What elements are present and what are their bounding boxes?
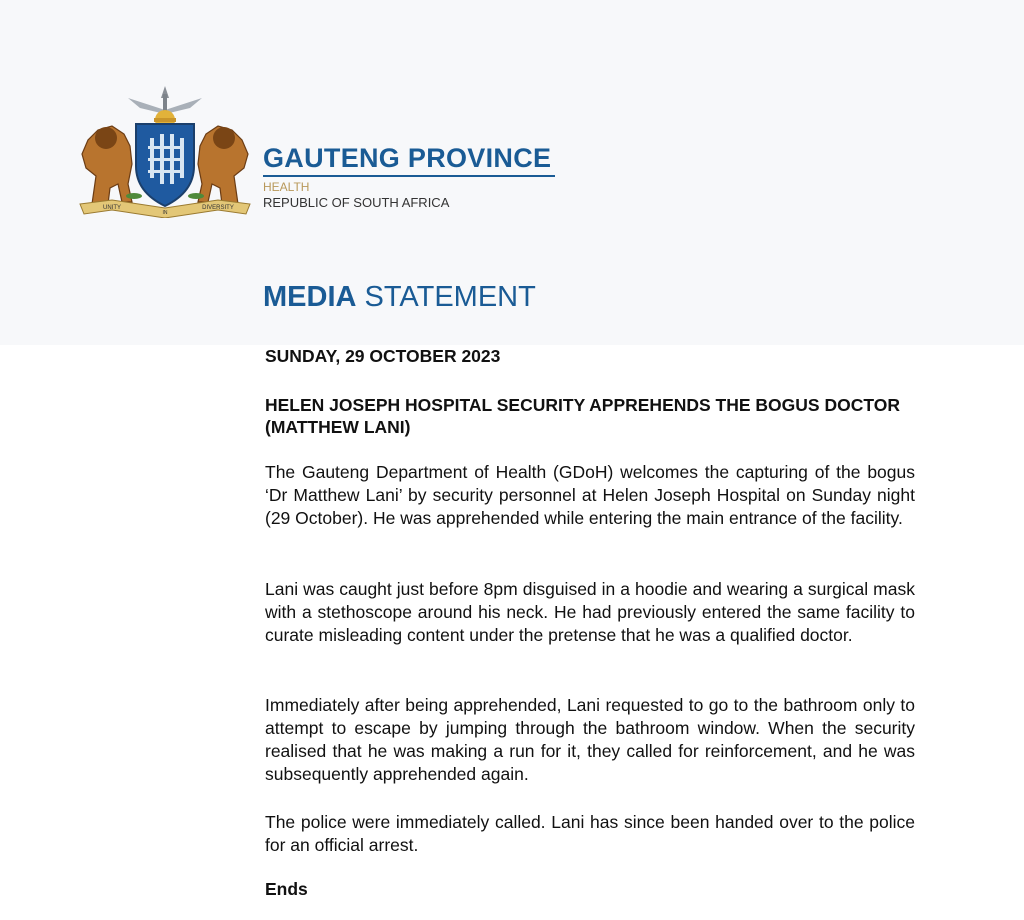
motto-word: DIVERSITY (202, 205, 234, 211)
province-underline (263, 175, 555, 177)
body-paragraph: Immediately after being apprehended, Lani requested to go to the bathroom only to attempt to escape by jumping through the bathroom window. When the security realised that he was making a run for it, they called for reinforcement, and he was subsequently apprehended again. (265, 695, 915, 784)
province-name: GAUTENG PROVINCE (263, 143, 552, 173)
department-name: HEALTH (263, 180, 310, 194)
motto-word: IN (162, 210, 168, 216)
coat-of-arms-icon (72, 84, 258, 218)
closing-marker: Ends (265, 879, 308, 899)
title-bold-part: MEDIA (263, 281, 357, 313)
country-name: REPUBLIC OF SOUTH AFRICA (263, 195, 450, 210)
document-title (263, 281, 536, 314)
statement-date: SUNDAY, 29 OCTOBER 2023 (265, 346, 501, 366)
title-light-part: STATEMENT (364, 281, 536, 313)
statement-headline: HELEN JOSEPH HOSPITAL SECURITY APPREHENDS THE BOGUS DOCTOR (MATTHEW LANI) (265, 395, 900, 437)
motto-word: UNITY (103, 205, 121, 211)
body-paragraph: Lani was caught just before 8pm disguised in a hoodie and wearing a surgical mask with a stethoscope around his neck. He had previously entered the same facility to curate misleading content under the pretense that he was a qualified doctor. (265, 579, 915, 645)
body-paragraph: The Gauteng Department of Health (GDoH) welcomes the capturing of the bogus ‘Dr Matthew Lani’ by security personnel at Helen Joseph Hospital on Sunday night (29 October). He was apprehended while entering the main entrance of the facility. (265, 462, 915, 528)
body-paragraph: The police were immediately called. Lani has since been handed over to the police for an official arrest. (265, 812, 915, 855)
